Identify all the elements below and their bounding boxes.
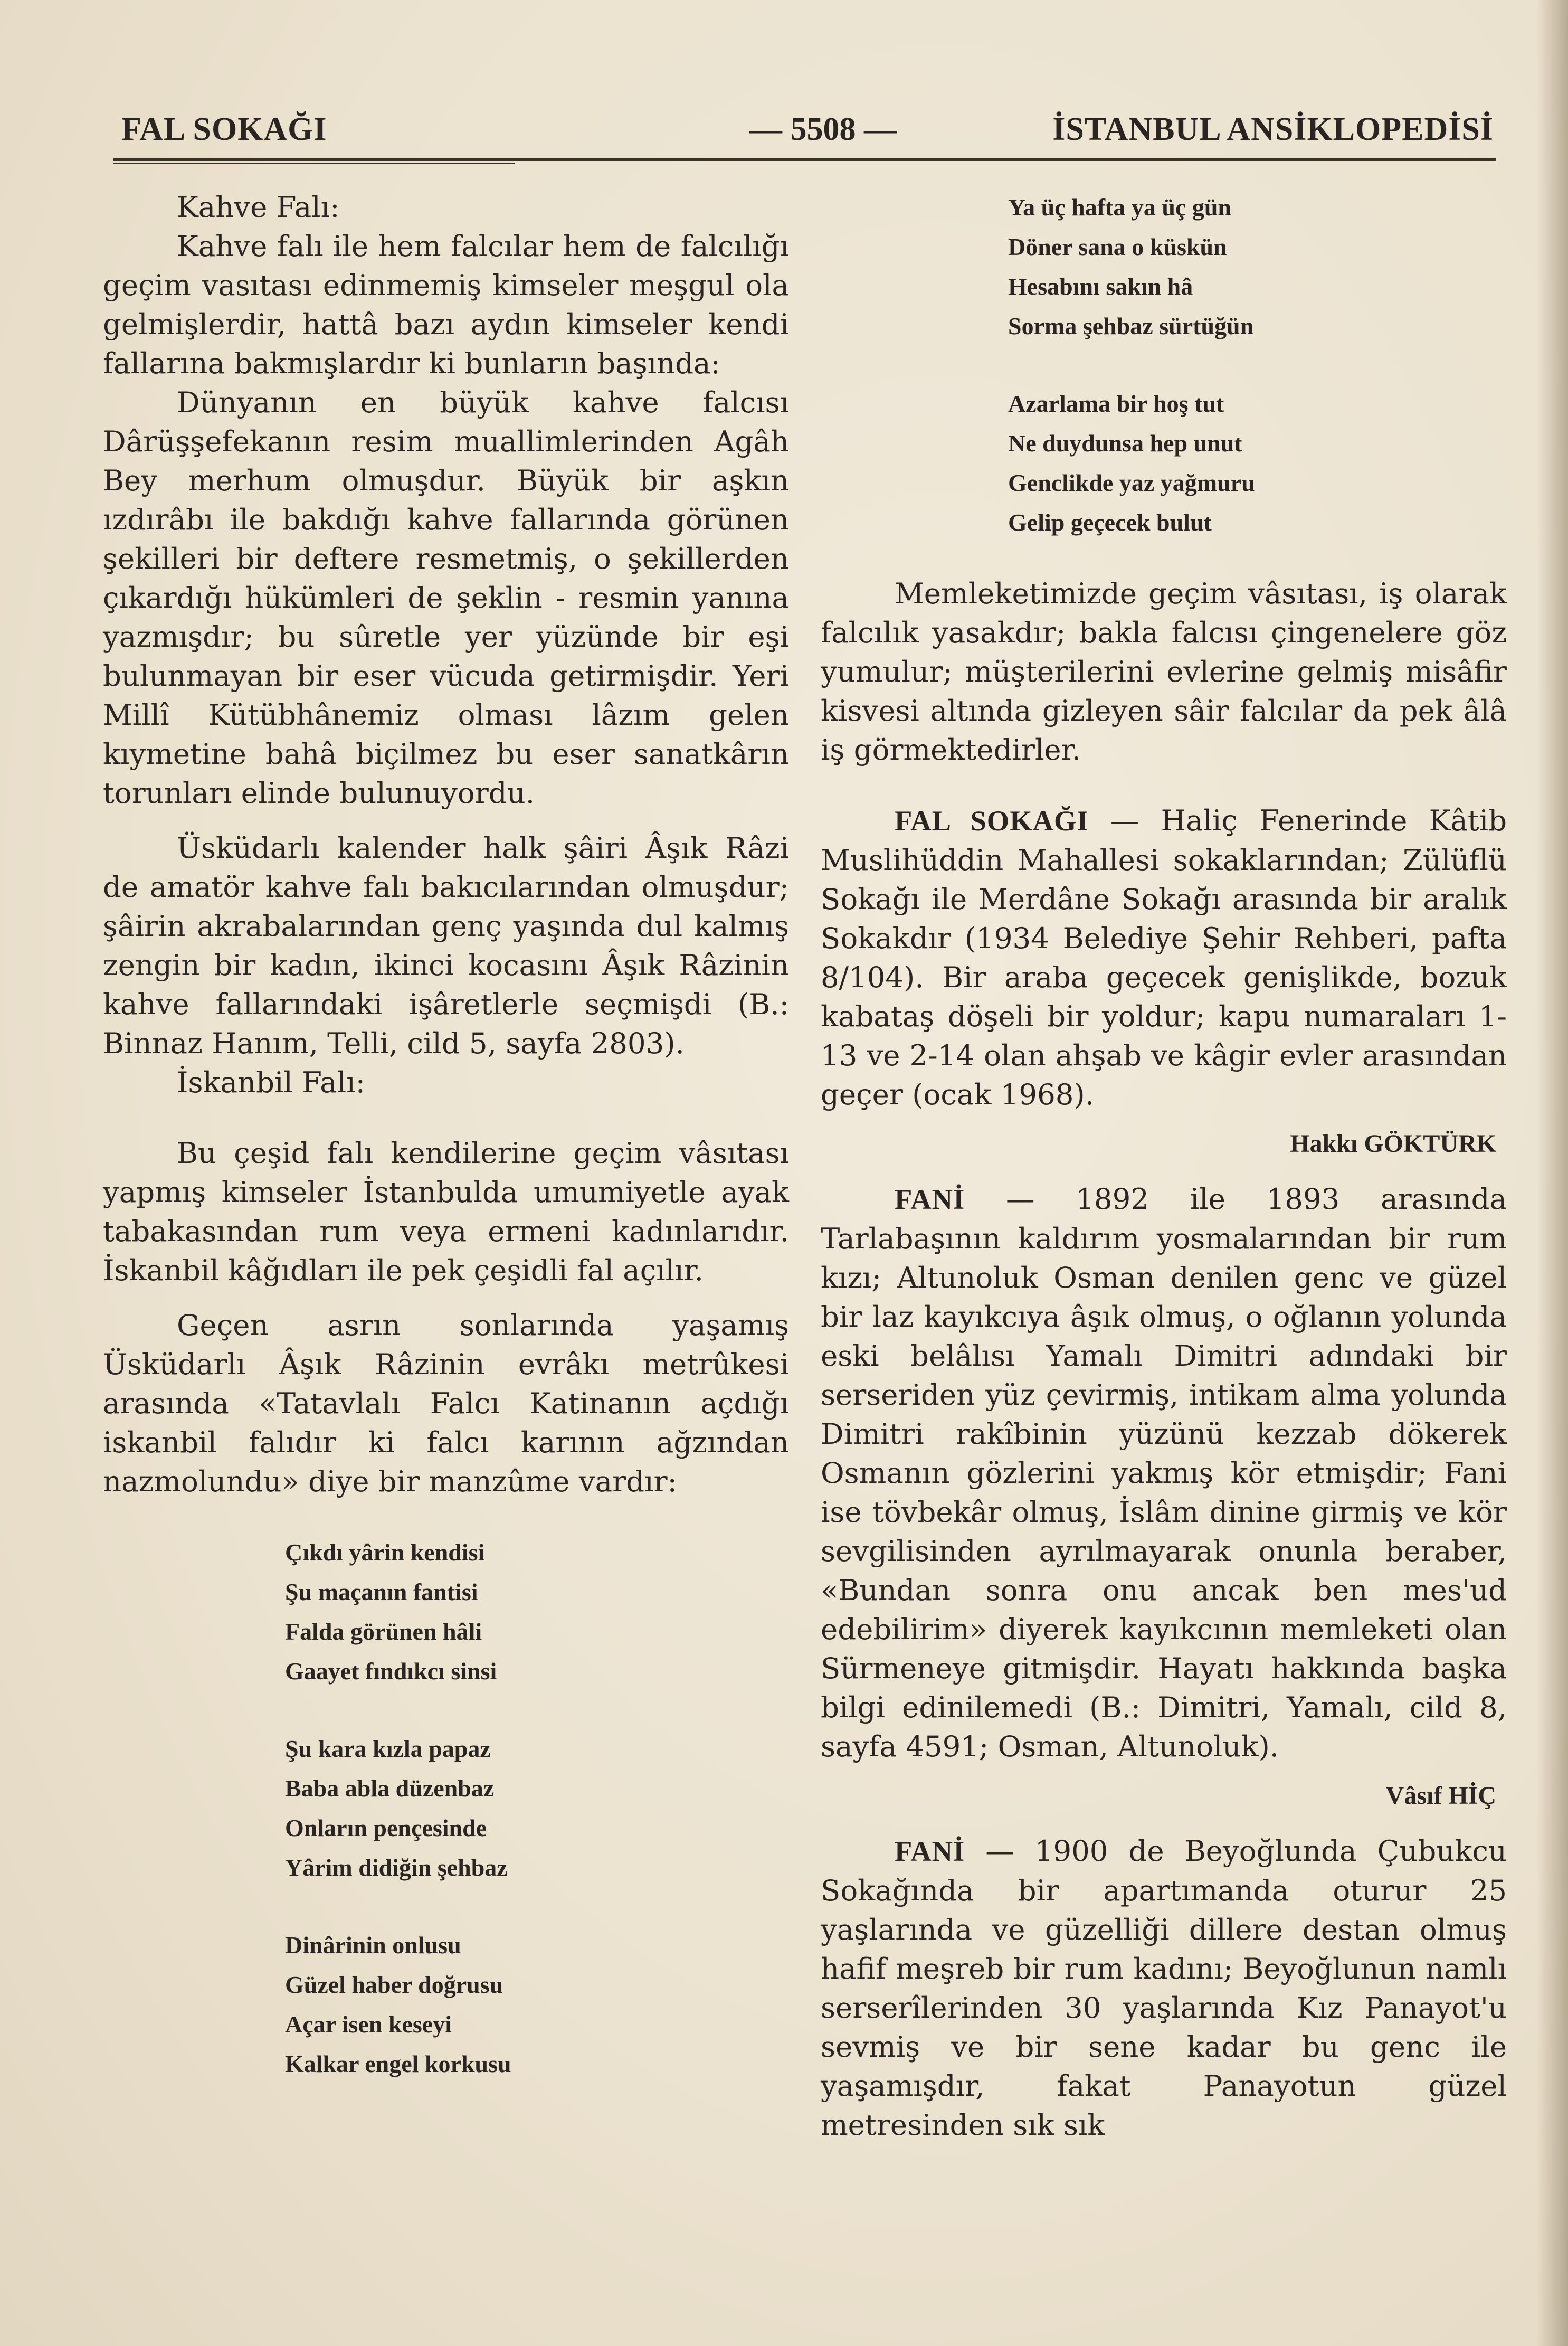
- verse-line: Azarlama bir hoş tut: [1008, 390, 1224, 417]
- paragraph: Dünyanın en büyük kahve falcısı Dârüşşefekanın resim muallimlerinden Agâh Bey merhum olmuşdur. Büyük bir aşkın ızdırâbı ile bakdığı kahve fallarında görünen şekilleri bir deftere resmetmiş, o şekillerden çıkardığı hükümleri de şeklin - resmin yanına yazmışdır; bu sûretle yer yüzünde bir eşi bulunmayan bir eser vücuda getirmişdir. Yeri Millî Kütübhânemiz olması lâzım gelen kıymetine bahâ biçilmez bu eser sanatkârın torunları elinde bulunuyordu.: [103, 385, 789, 810]
- right-column: [821, 187, 1507, 2144]
- paragraph: Üsküdarlı kalender halk şâiri Âşık Râzi de amatör kahve falı bakıcılarından olmuşdur; şâirin akrabalarından genç yaşında dul kalmış zengin bir kadın, ikinci kocasını Âşık Râzinin kahve fallarındaki işâretlerle seçmişdi (B.: Binnaz Hanım, Telli, cild 5, sayfa 2803).: [103, 831, 789, 1060]
- verse-line: Yârim didiğin şehbaz: [285, 1854, 508, 1881]
- verse-line: Gaayet fındıkcı sinsi: [285, 1658, 497, 1685]
- poem-stanza: [285, 1533, 789, 1691]
- verse-line: Ne duydunsa hep unut: [1008, 430, 1242, 457]
- entry-fal-sokagi: [821, 801, 1507, 1114]
- poem-stanza: [285, 1729, 789, 1887]
- entry-body: — Haliç Fenerinde Kâtib Muslihüddin Mahallesi sokaklarından; Zülüflü Sokağı ile Merdâne Sokağı arasında bir aralık Sokakdır (1934 Belediye Şehir Rehberi, pafta 8/104). Bir araba geçecek genişlikde, bozuk kabataş döşeli bir yoldur; kapu numaraları 1-13 ve 2-14 olan ahşab ve kâgir evler arasından geçer (ocak 1968).: [821, 803, 1507, 1111]
- verse-line: Sorma şehbaz sürtüğün: [1008, 313, 1254, 339]
- page-number: — 5508 —: [749, 111, 897, 147]
- verse-line: Açar isen keseyi: [285, 2011, 452, 2038]
- verse-line: Gelip geçecek bulut: [1008, 509, 1212, 536]
- page-header: [121, 106, 1494, 164]
- verse-line: Baba abla düzenbaz: [285, 1775, 495, 1802]
- paragraph: Memleketimizde geçim vâsıtası, iş olarak falcılık yasakdır; bakla falcısı çingenelere göz yumulur; müşterilerini evlerine gelmiş misâfir kisvesi altında gizleyen sâir falcılar da pek âlâ iş görmektedirler.: [821, 576, 1507, 767]
- header-rule: [113, 158, 1496, 161]
- left-column: [103, 187, 789, 2084]
- author-signature: Vâsıf HİÇ: [1385, 1782, 1496, 1810]
- verse-line: Genclikde yaz yağmuru: [1008, 469, 1255, 496]
- poem-stanza: [1008, 187, 1507, 346]
- paragraph: Bu çeşid falı kendilerine geçim vâsıtası yapmış kimseler İstanbulda umumiyetle ayak tabakasından rum veya ermeni kadınlarıdır. İskanbil kâğıdları ile pek çeşidli fal açılır.: [103, 1136, 789, 1287]
- entry-fani-1: [821, 1179, 1507, 1766]
- entry-headword: FANİ: [895, 1835, 965, 1867]
- header-right-title: İSTANBUL ANSİKLOPEDİSİ: [1052, 111, 1494, 147]
- author-signature: Hakkı GÖKTÜRK: [1290, 1130, 1496, 1158]
- entry-fani-2: [821, 1831, 1507, 2144]
- header-left-title: FAL SOKAĞI: [121, 111, 327, 147]
- paragraph: Geçen asrın sonlarında yaşamış Üsküdarlı Âşık Râzinin evrâkı metrûkesi arasında «Tatavlalı Falcı Katinanın açdığı iskanbil falıdır ki falcı karının ağzından nazmolundu» diye bir manzûme vardır:: [103, 1308, 789, 1498]
- paragraph: Kahve Falı:: [177, 190, 340, 224]
- verse-line: Çıkdı yârin kendisi: [285, 1539, 485, 1566]
- verse-line: Güzel haber doğrusu: [285, 1971, 503, 1998]
- verse-line: Ya üç hafta ya üç gün: [1008, 194, 1232, 221]
- verse-line: Falda görünen hâli: [285, 1618, 482, 1645]
- verse-line: Döner sana o küskün: [1008, 233, 1227, 260]
- entry-body: — 1892 ile 1893 arasında Tarlabaşının kaldırım yosmalarından bir rum kızı; Altunoluk Osman denilen genc ve güzel bir laz kayıkcıya âşık olmuş, o oğlanın yolunda eski belâlısı Yamalı Dimitri adındaki bir serseriden yüz çevirmiş, intikam alma yolunda Dimitri rakîbinin yüzünü kezzab dökerek Osmanın gözlerini yakmış kör etmişdir; Fani ise tövbekâr olmuş, İslâm dinine girmiş ve kör sevgilisinden ayrılmayarak onunla beraber, «Bundan sonra onu ancak ben mes'ud edebilirim» diyerek kayıkcının memleketi olan Sürmeneye gitmişdir. Hayatı hakkında başka bilgi edinilemedi (B.: Dimitri, Yamalı, cild 8, sayfa 4591; Osman, Altunoluk).: [821, 1182, 1507, 1763]
- verse-line: Hesabını sakın hâ: [1008, 273, 1193, 300]
- paragraph: Kahve falı ile hem falcılar hem de falcılığı geçim vasıtası edinmemiş kimseler meşgul ola gelmişlerdir, hattâ bazı aydın kimseler kendi fallarına bakmışlardır ki bunların başında:: [103, 229, 789, 380]
- entry-body: — 1900 de Beyoğlunda Çubukcu Sokağında bir apartımanda oturur 25 yaşlarında ve güzelliği dillere destan olmuş hafif meşreb bir rum kadını; Beyoğlunun namlı serserîlerinden 30 yaşlarında Kız Panayot'u sevmiş ve bir sene kadar bu genc ile yaşamışdır, fakat Panayotun güzel metresinden sık sık: [821, 1834, 1507, 2142]
- verse-line: Onların pençesinde: [285, 1814, 487, 1841]
- entry-headword: FANİ: [895, 1183, 965, 1215]
- poem-stanza: [1008, 384, 1507, 542]
- page-edge-shadow: [1536, 0, 1568, 2346]
- entry-headword: FAL SOKAĞI: [895, 805, 1089, 837]
- verse-line: Dinârinin onlusu: [285, 1932, 461, 1959]
- verse-line: Şu maçanın fantisi: [285, 1578, 478, 1605]
- verse-line: Şu kara kızla papaz: [285, 1735, 491, 1762]
- verse-line: Kalkar engel korkusu: [285, 2050, 511, 2077]
- paragraph: İskanbil Falı:: [177, 1065, 366, 1099]
- poem-stanza: [285, 1925, 789, 2084]
- header-rule-double: [113, 163, 515, 164]
